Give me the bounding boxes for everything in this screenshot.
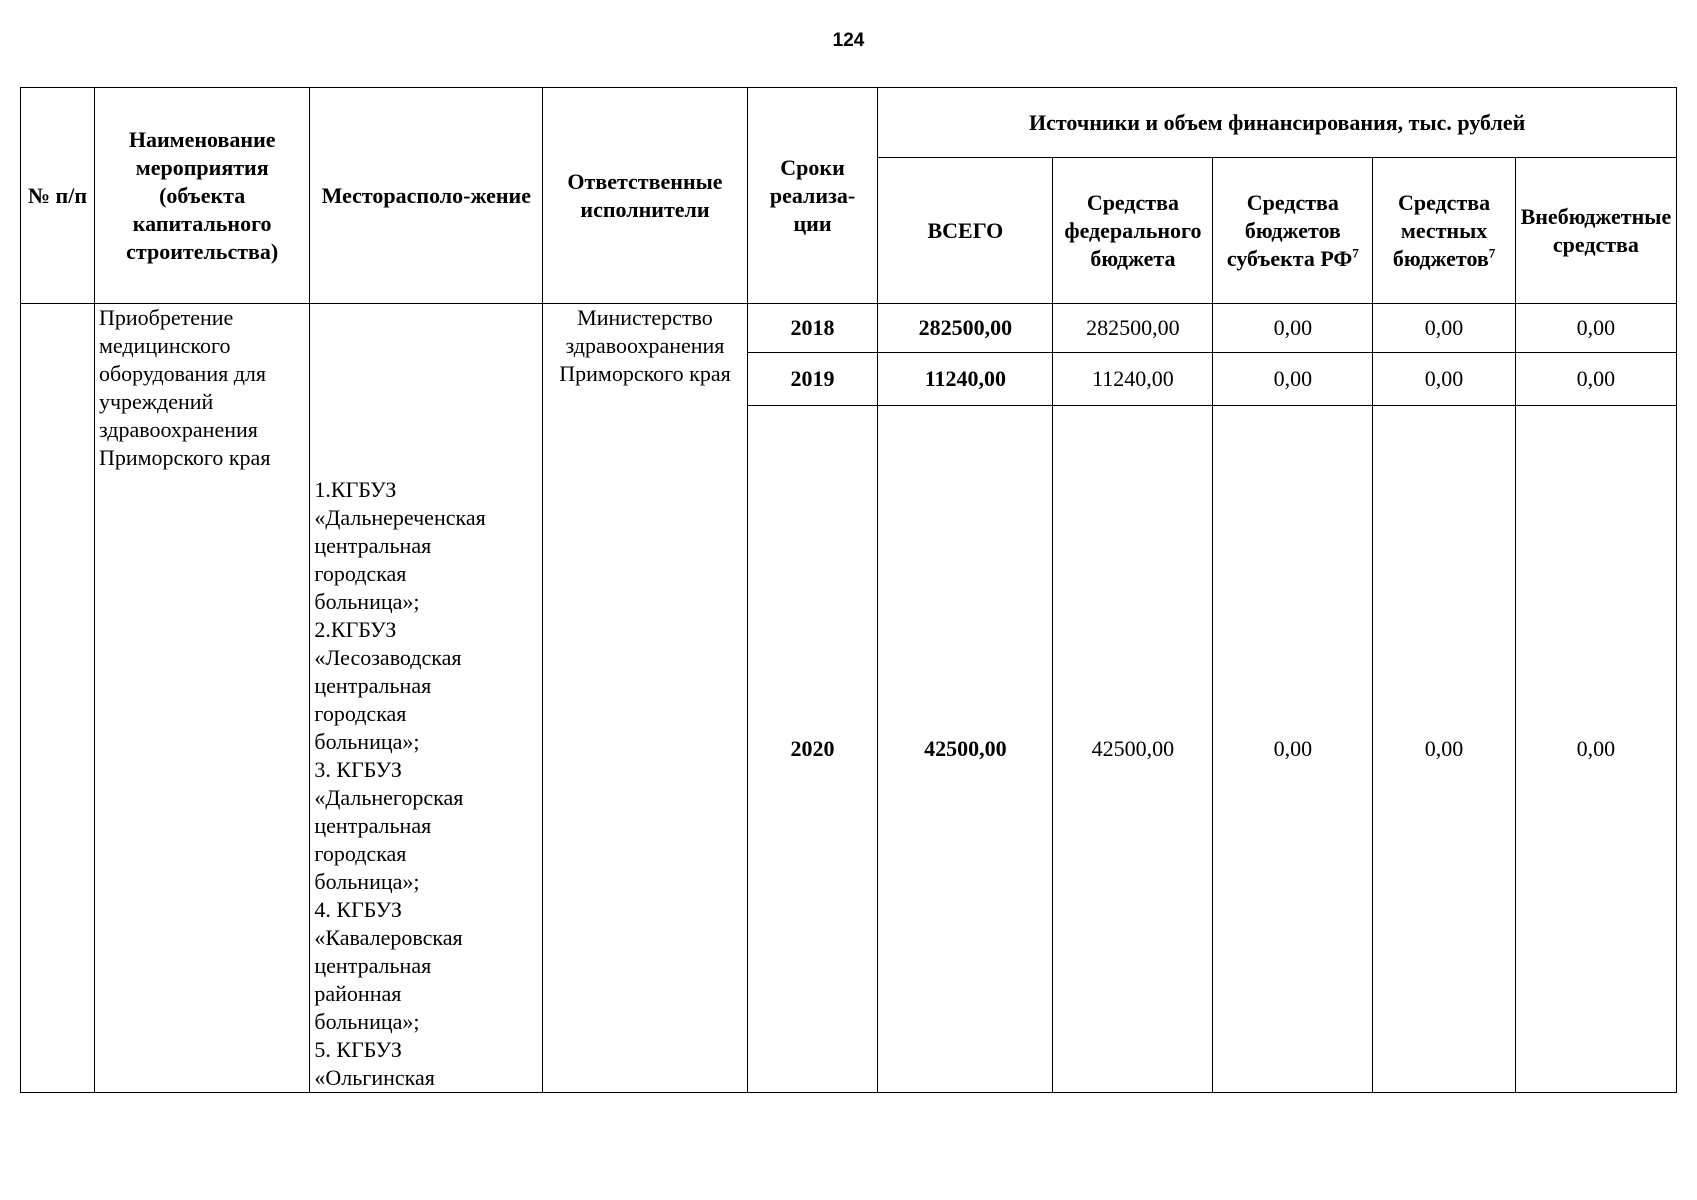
financing-table — [20, 87, 1677, 1093]
federal-cell: 282500,00 — [1053, 304, 1213, 353]
offbudget-cell: 0,00 — [1515, 406, 1676, 1093]
regional-cell: 0,00 — [1213, 353, 1373, 406]
location-line: «Лесозаводская — [314, 645, 462, 670]
row-name: Приобретение медицинского оборудования для учреждений здравоохранения Приморского края — [94, 304, 309, 1093]
federal-cell: 42500,00 — [1053, 406, 1213, 1093]
row-responsible: Министерство здравоохранения Приморского края — [543, 304, 748, 1093]
local-cell: 0,00 — [1373, 353, 1516, 406]
location-line: 5. КГБУЗ — [314, 1037, 402, 1062]
header-regional — [1213, 158, 1373, 304]
header-local — [1373, 158, 1516, 304]
year-cell: 2019 — [747, 353, 878, 406]
location-line: «Ольгинская — [314, 1065, 435, 1090]
location-line: больница»; — [314, 589, 420, 614]
total-cell: 11240,00 — [878, 353, 1053, 406]
location-line: «Кавалеровская — [314, 925, 463, 950]
footnote-mark: 7 — [1488, 245, 1496, 261]
row-location — [310, 304, 543, 1093]
total-cell: 282500,00 — [878, 304, 1053, 353]
header-offbudget: Внебюджетные средства — [1515, 158, 1676, 304]
federal-cell: 11240,00 — [1053, 353, 1213, 406]
header-total: ВСЕГО — [878, 158, 1053, 304]
header-responsible: Ответственные исполнители — [543, 88, 748, 304]
offbudget-cell: 0,00 — [1515, 304, 1676, 353]
location-line: «Дальнегорская — [314, 785, 464, 810]
page-number: 124 — [832, 30, 865, 51]
location-line: городская — [314, 841, 407, 866]
total-cell: 42500,00 — [878, 406, 1053, 1093]
location-line: больница»; — [314, 729, 420, 754]
header-num: № п/п — [21, 88, 95, 304]
header-regional-text: Средства бюджетов субъекта РФ — [1226, 189, 1353, 271]
regional-cell: 0,00 — [1213, 304, 1373, 353]
location-line: центральная — [314, 813, 432, 838]
location-line: 4. КГБУЗ — [314, 897, 402, 922]
location-line: районная — [314, 981, 402, 1006]
year-cell: 2020 — [747, 406, 878, 1093]
header-name: Наименование мероприятия (объекта капитального строительства) — [94, 88, 309, 304]
local-cell: 0,00 — [1373, 406, 1516, 1093]
location-line: центральная — [314, 673, 432, 698]
location-line: центральная — [314, 533, 432, 558]
local-cell: 0,00 — [1373, 304, 1516, 353]
location-line: больница»; — [314, 1009, 420, 1034]
header-local-text: Средства местных бюджетов — [1392, 189, 1491, 271]
location-line: 1.КГБУЗ — [314, 477, 397, 502]
location-line: городская — [314, 701, 407, 726]
regional-cell: 0,00 — [1213, 406, 1373, 1093]
footnote-mark: 7 — [1352, 245, 1359, 261]
offbudget-cell: 0,00 — [1515, 353, 1676, 406]
location-line: городская — [314, 561, 407, 586]
year-cell: 2018 — [747, 304, 878, 353]
header-financing-group: Источники и объем финансирования, тыс. рублей — [878, 88, 1677, 158]
location-line: больница»; — [314, 869, 420, 894]
location-line: 2.КГБУЗ — [314, 617, 397, 642]
header-row-1 — [21, 88, 1677, 158]
location-line: «Дальнереченская — [314, 505, 486, 530]
table-row — [21, 304, 1677, 353]
row-num — [21, 304, 95, 1093]
location-line: 3. КГБУЗ — [314, 757, 402, 782]
location-line: центральная — [314, 953, 432, 978]
header-terms: Сроки реализа-ции — [747, 88, 878, 304]
header-federal: Средства федерального бюджета — [1053, 158, 1213, 304]
header-location: Месторасполо-жение — [310, 88, 543, 304]
